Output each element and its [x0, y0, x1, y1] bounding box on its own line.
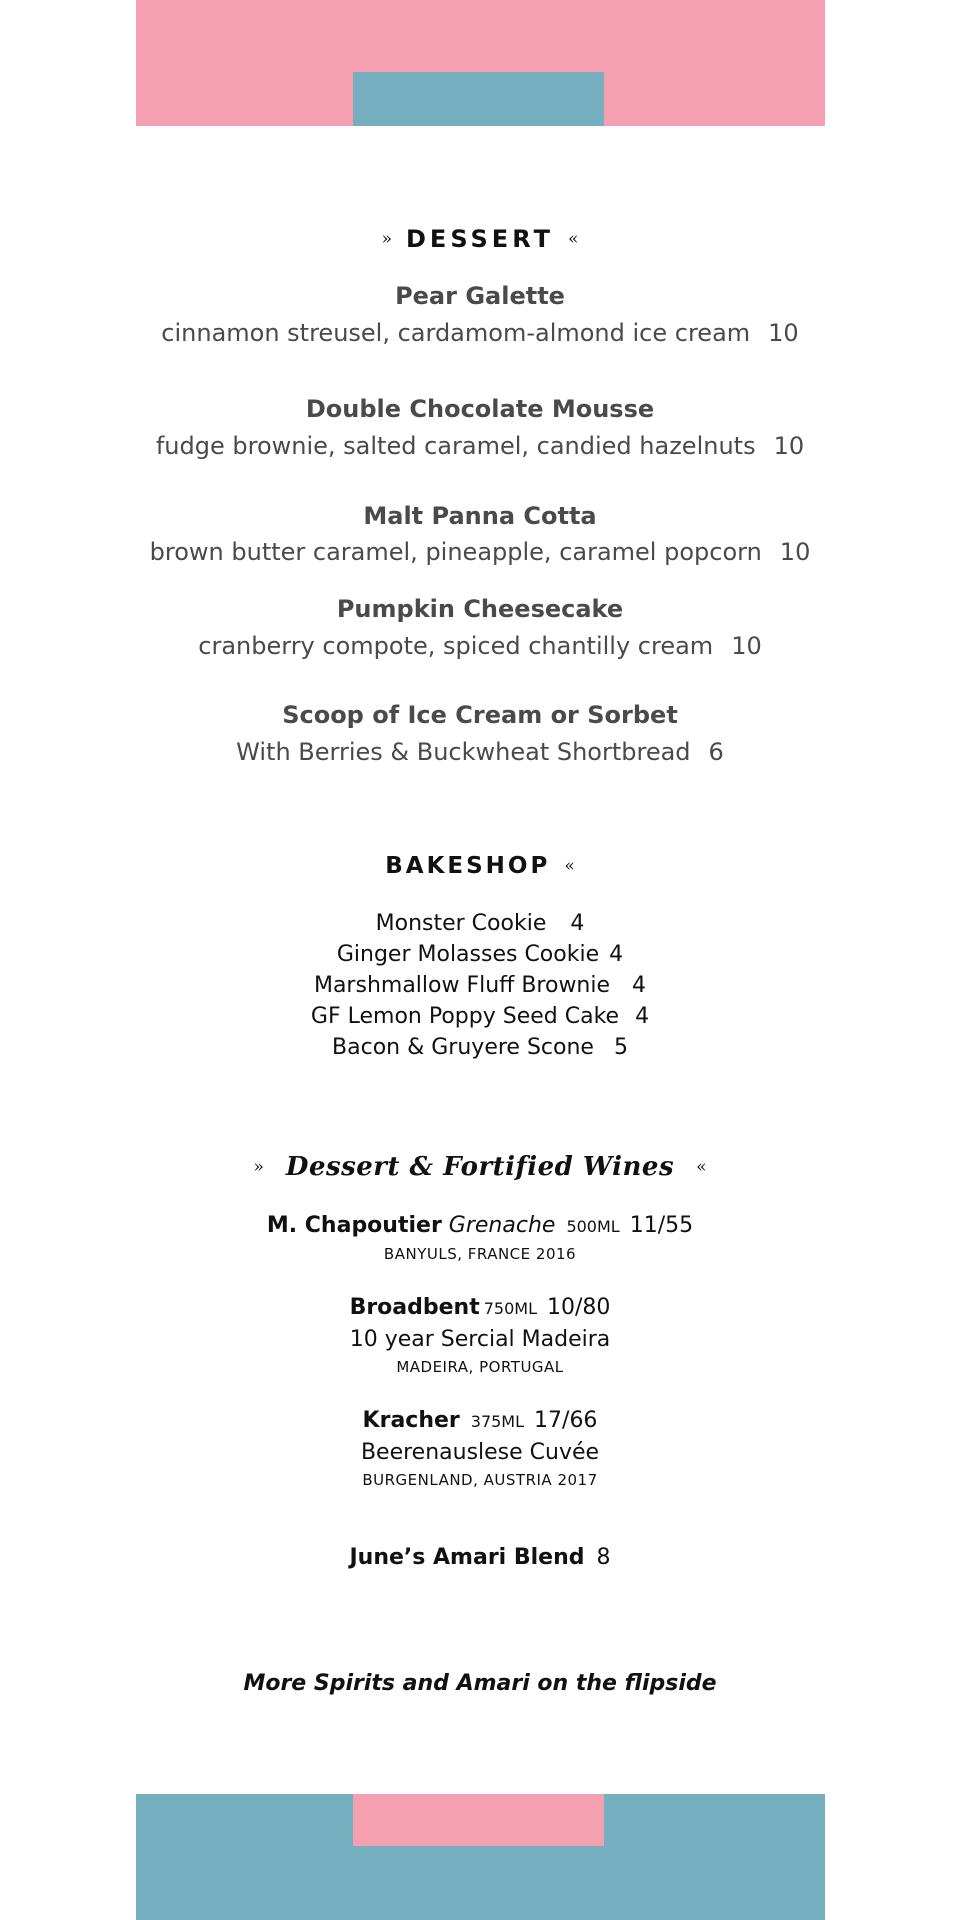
bakeshop-item	[0, 942, 960, 967]
top-band-inset-block	[353, 72, 604, 126]
bakeshop-item-price: 4	[635, 1004, 650, 1029]
top-color-band	[136, 0, 825, 126]
right-guillemet-icon: «	[696, 1157, 707, 1177]
dessert-item-desc: brown butter caramel, pineapple, caramel popcorn	[149, 538, 762, 566]
wine-producer: M. Chapoutier	[266, 1213, 442, 1238]
bakeshop-item-price: 4	[632, 973, 647, 998]
dessert-item-price: 10	[779, 538, 811, 566]
right-guillemet-icon: «	[567, 229, 579, 249]
bakeshop-title: BAKESHOP	[385, 853, 551, 879]
dessert-heading	[0, 225, 960, 253]
amari-name: June’s Amari Blend	[349, 1545, 585, 1570]
wine-price: 10/80	[547, 1295, 611, 1320]
bakeshop-item-name: GF Lemon Poppy Seed Cake	[310, 1004, 620, 1029]
wine-region: BANYULS, FRANCE 2016	[383, 1245, 577, 1263]
wine-description: 10 year Sercial Madeira	[349, 1327, 611, 1352]
bakeshop-item-name: Marshmallow Fluff Brownie	[313, 973, 611, 998]
bakeshop-item	[0, 1004, 960, 1029]
dessert-item-desc: fudge brownie, salted caramel, candied hazelnuts	[155, 432, 756, 460]
dessert-item-price: 10	[773, 432, 805, 460]
bakeshop-item-price: 4	[609, 942, 624, 967]
wine-item-header	[0, 1295, 960, 1320]
dessert-item-desc: cinnamon streusel, cardamom-almond ice cream	[161, 319, 751, 347]
bottom-color-band	[136, 1794, 825, 1920]
wine-producer: Kracher	[362, 1408, 460, 1433]
dessert-item-price: 6	[708, 738, 724, 766]
dessert-item-name: Pear Galette	[395, 282, 565, 310]
dessert-item-name: Double Chocolate Mousse	[305, 395, 655, 423]
bakeshop-item-price: 4	[570, 911, 585, 936]
wine-item-header	[0, 1408, 960, 1433]
bakeshop-heading	[0, 853, 960, 879]
wine-producer: Broadbent	[349, 1295, 480, 1320]
wine-price: 17/66	[534, 1408, 598, 1433]
flipside-note: More Spirits and Amari on the flipside	[243, 1671, 717, 1696]
dessert-title: DESSERT	[406, 225, 554, 253]
bottom-band-inset-block	[353, 1794, 604, 1846]
dessert-item-desc-line	[0, 738, 960, 766]
amari-item	[0, 1545, 960, 1570]
wine-bottle-size: 500ML	[566, 1217, 620, 1236]
wine-price: 11/55	[629, 1213, 694, 1238]
right-guillemet-icon: «	[564, 856, 575, 876]
dessert-item-desc-line	[0, 319, 960, 347]
left-guillemet-icon: »	[381, 229, 392, 249]
wine-description: Beerenauslese Cuvée	[360, 1440, 600, 1465]
bakeshop-item-price: 5	[613, 1035, 628, 1060]
wine-region: MADEIRA, PORTUGAL	[396, 1358, 564, 1376]
bakeshop-item-name: Ginger Molasses Cookie	[336, 942, 600, 967]
dessert-item-desc: With Berries & Buckwheat Shortbread	[236, 738, 691, 766]
wine-grape: Grenache	[448, 1213, 556, 1238]
dessert-item-desc: cranberry compote, spiced chantilly cream	[198, 632, 714, 660]
dessert-item-price: 10	[768, 319, 799, 347]
bakeshop-item	[0, 1035, 960, 1060]
wine-item-header	[0, 1213, 960, 1238]
dessert-item-desc-line	[0, 432, 960, 460]
amari-price: 8	[596, 1545, 611, 1570]
wines-title: Dessert & Fortified Wines	[285, 1152, 675, 1182]
dessert-item-name: Pumpkin Cheesecake	[336, 595, 624, 623]
dessert-item-price: 10	[731, 632, 762, 660]
dessert-item-name: Malt Panna Cotta	[363, 502, 597, 530]
dessert-item-name: Scoop of Ice Cream or Sorbet	[282, 701, 678, 729]
bakeshop-item	[0, 973, 960, 998]
bakeshop-item-name: Monster Cookie	[375, 911, 547, 936]
wine-region: BURGENLAND, AUSTRIA 2017	[362, 1471, 598, 1489]
left-guillemet-icon: »	[253, 1157, 264, 1177]
bakeshop-item-name: Bacon & Gruyere Scone	[332, 1035, 594, 1060]
dessert-item-desc-line	[0, 538, 960, 566]
wine-bottle-size: 375ML	[470, 1412, 525, 1431]
wine-bottle-size: 750ML	[483, 1299, 538, 1318]
bakeshop-item	[0, 911, 960, 936]
dessert-item-desc-line	[0, 632, 960, 660]
wines-heading	[0, 1152, 960, 1182]
